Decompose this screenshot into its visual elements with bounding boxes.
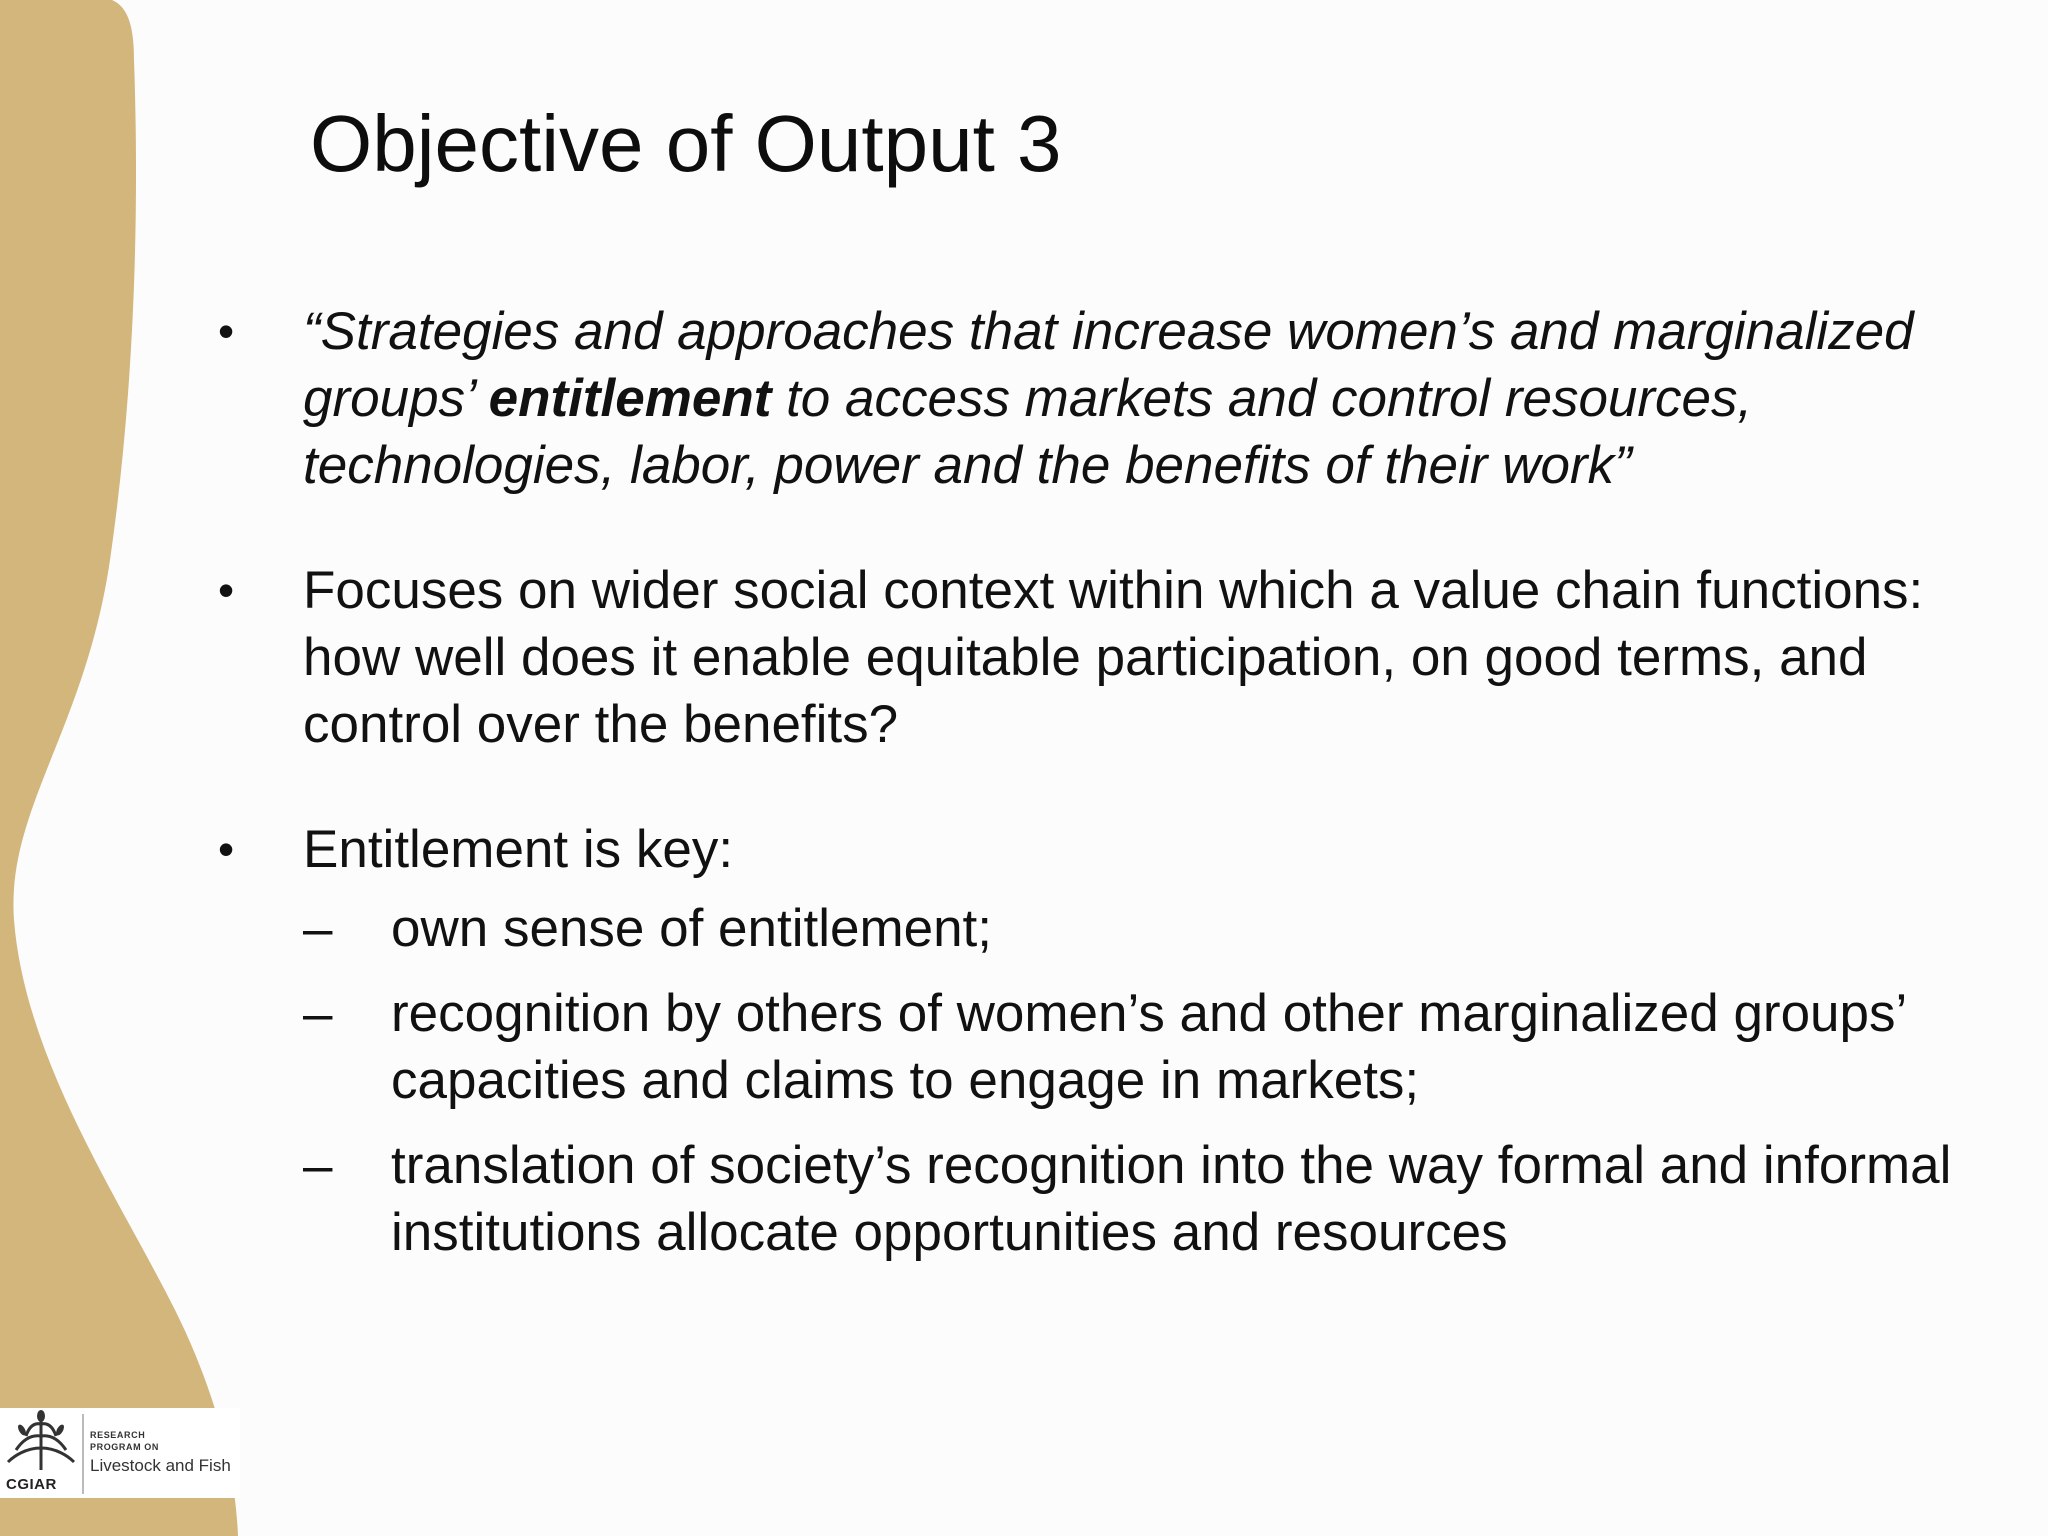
bullet-item-entitlement <box>218 816 1958 1266</box>
bullet-text: Entitlement is key: <box>303 820 734 879</box>
bullet-item-focus <box>218 557 1958 758</box>
logo-program-name: Livestock and Fish <box>90 1456 231 1475</box>
bullet-text: Focuses on wider social context within which a value chain functions: how well does it enable equitable participation, on good terms, and control over the benefits? <box>303 561 1924 754</box>
sub-bullet-item <box>303 980 1958 1114</box>
cgiar-wordmark: CGIAR <box>6 1476 57 1493</box>
dash-marker: – <box>303 1136 333 1195</box>
sub-bullet-list <box>303 895 1958 1266</box>
logo-line2: PROGRAM ON <box>90 1442 159 1452</box>
quote-text <box>303 302 1914 495</box>
bullet-item-quote <box>218 298 1958 499</box>
bullet-marker: • <box>218 564 235 616</box>
quote-text-part2: to access markets and control resources, technologies, labor, power and the benefits of their work” <box>303 369 1753 495</box>
bullet-marker: • <box>218 823 235 875</box>
sub-bullet-item <box>303 895 1958 962</box>
wheat-emblem-icon <box>2 1410 80 1474</box>
bullet-marker: • <box>218 305 235 357</box>
sub-bullet-text: recognition by others of women’s and other marginalized groups’ capacities and claims to engage in markets; <box>391 984 1906 1110</box>
quote-emphasis: entitlement <box>488 369 772 428</box>
dash-marker: – <box>303 984 333 1043</box>
sub-bullet-text: translation of society’s recognition into the way formal and informal institutions allocate opportunities and resources <box>391 1136 1952 1262</box>
sub-bullet-item <box>303 1132 1958 1266</box>
sub-bullet-text: own sense of entitlement; <box>391 899 993 958</box>
dash-marker: – <box>303 899 333 958</box>
slide-title: Objective of Output 3 <box>310 99 1062 188</box>
logo-divider <box>82 1414 84 1494</box>
decorative-left-band <box>0 0 250 1536</box>
bullet-list <box>218 298 1958 1284</box>
quote-text-part1: “Strategies and approaches that increase women’s and marginalized groups’ <box>303 302 1914 428</box>
program-logo <box>0 1408 240 1498</box>
logo-line1: RESEARCH <box>90 1430 146 1440</box>
